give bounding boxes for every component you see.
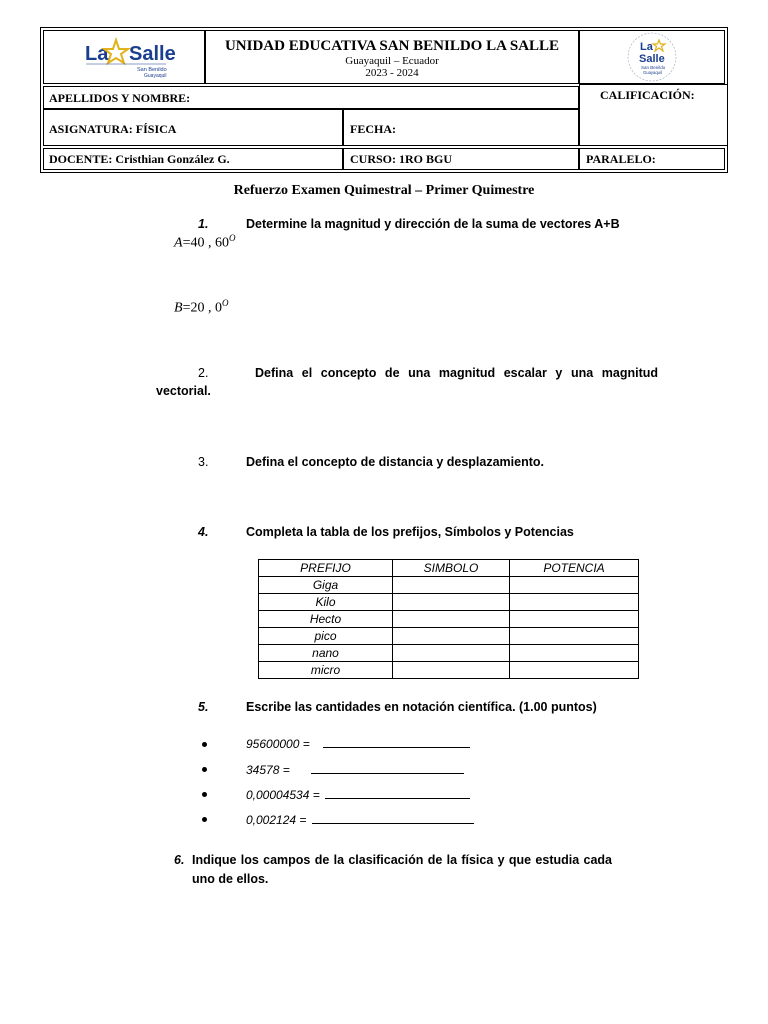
prefix-cell: Hecto (259, 611, 393, 628)
power-cell[interactable] (510, 662, 639, 679)
bullet-icon (202, 767, 207, 772)
prefix-cell: micro (259, 662, 393, 679)
vector-b-value: =20 , 0 (182, 300, 222, 316)
answer-blank-1[interactable] (323, 735, 470, 748)
vector-a-symbol: A (174, 235, 183, 251)
vector-a-degree: O (228, 233, 236, 243)
sci-item-4 (246, 811, 474, 827)
table-row (259, 611, 639, 628)
answer-blank-4[interactable] (312, 811, 474, 824)
q2-text-line1: Defina el concepto de una magnitud escalar y una magnitud (255, 366, 658, 380)
q5-number: 5. (198, 700, 209, 714)
sci-item-1 (246, 735, 470, 751)
asignatura-field (43, 109, 343, 146)
logo-brand-salle: Salle (129, 43, 176, 65)
symbol-cell[interactable] (393, 628, 510, 645)
logo-cell-left (43, 30, 205, 84)
prefix-table (258, 559, 639, 679)
power-cell[interactable] (510, 611, 639, 628)
vector-b (174, 298, 228, 317)
symbol-cell[interactable] (393, 645, 510, 662)
logo-sub1: San Benildo (137, 67, 167, 73)
q2-number: 2. (198, 366, 209, 380)
docente-field (43, 148, 343, 170)
bullet-icon (202, 742, 207, 747)
logo-brand-la: La (85, 43, 109, 65)
symbol-cell[interactable] (393, 594, 510, 611)
apellidos-label: APELLIDOS Y NOMBRE: (49, 91, 191, 105)
table-row (259, 628, 639, 645)
seal-sub1: San Benildo (641, 65, 666, 70)
school-title-cell (205, 30, 579, 84)
sci-item-3-label: 0,00004534 = (246, 788, 320, 802)
symbol-cell[interactable] (393, 662, 510, 679)
col-header-potencia: POTENCIA (510, 560, 639, 577)
asignatura-label: ASIGNATURA: FÍSICA (49, 122, 177, 136)
calificacion-label: CALIFICACIÓN: (600, 88, 695, 102)
symbol-cell[interactable] (393, 611, 510, 628)
seal-sub2: Guayaquil (643, 70, 662, 75)
symbol-cell[interactable] (393, 577, 510, 594)
vector-b-degree: O (221, 298, 229, 308)
la-salle-logo (44, 31, 204, 83)
calificacion-field[interactable] (579, 84, 728, 146)
q3-text: Defina el concepto de distancia y desplazamiento. (246, 455, 544, 469)
paralelo-label: PARALELO: (586, 152, 656, 166)
power-cell[interactable] (510, 645, 639, 662)
curso-label: CURSO: 1RO BGU (350, 152, 453, 166)
col-header-prefijo: PREFIJO (259, 560, 393, 577)
q6-text-line1: Indique los campos de la clasificación de la física y que estudia cada (192, 853, 612, 867)
q6-number: 6. (174, 853, 185, 867)
sci-item-1-label: 95600000 = (246, 737, 310, 751)
table-row (259, 577, 639, 594)
logo-cell-right (579, 30, 725, 84)
vector-a-value: =40 , 60 (182, 235, 229, 251)
star-icon (653, 40, 665, 51)
fecha-label: FECHA: (350, 122, 396, 136)
vector-a (174, 233, 235, 252)
school-year: 2023 - 2024 (365, 67, 419, 79)
power-cell[interactable] (510, 577, 639, 594)
q4-text: Completa la tabla de los prefijos, Símbolos y Potencias (246, 525, 574, 539)
q1-text: Determine la magnitud y dirección de la suma de vectores A+B (246, 217, 620, 231)
sci-item-3 (246, 786, 470, 802)
sci-item-2-label: 34578 = (246, 763, 290, 777)
q4-number: 4. (198, 525, 209, 539)
bullet-icon (202, 792, 207, 797)
q3-number: 3. (198, 455, 209, 469)
table-header-row (259, 560, 639, 577)
document-header (40, 27, 728, 173)
school-location: Guayaquil – Ecuador (345, 55, 439, 67)
seal-brand-la: La (640, 41, 653, 53)
prefix-cell: Kilo (259, 594, 393, 611)
table-row (259, 594, 639, 611)
answer-blank-2[interactable] (311, 761, 464, 774)
table-row (259, 645, 639, 662)
q5-text: Escribe las cantidades en notación científica. (1.00 puntos) (246, 700, 597, 714)
apellidos-field[interactable] (43, 86, 579, 109)
col-header-simbolo: SIMBOLO (393, 560, 510, 577)
table-row (259, 662, 639, 679)
exam-title: Refuerzo Examen Quimestral – Primer Quimestre (233, 183, 535, 198)
power-cell[interactable] (510, 594, 639, 611)
curso-field (343, 148, 579, 170)
power-cell[interactable] (510, 628, 639, 645)
answer-blank-3[interactable] (325, 786, 470, 799)
prefix-cell: pico (259, 628, 393, 645)
prefix-cell: nano (259, 645, 393, 662)
school-name: UNIDAD EDUCATIVA SAN BENILDO LA SALLE (224, 38, 560, 54)
q2-text-line2: vectorial. (156, 384, 211, 398)
q6-text-line2: uno de ellos. (192, 872, 269, 886)
prefix-cell: Giga (259, 577, 393, 594)
docente-label: DOCENTE: Cristhian González G. (49, 152, 230, 166)
la-salle-seal-logo (580, 31, 724, 83)
paralelo-field[interactable] (579, 148, 725, 170)
q1-number: 1. (198, 217, 209, 231)
vector-b-symbol: B (174, 300, 183, 316)
logo-sub2: Guayaquil (144, 73, 167, 79)
sci-item-2 (246, 761, 464, 777)
sci-item-4-label: 0,002124 = (246, 813, 307, 827)
fecha-field[interactable] (343, 109, 579, 146)
bullet-icon (202, 817, 207, 822)
seal-brand-salle: Salle (639, 53, 665, 65)
